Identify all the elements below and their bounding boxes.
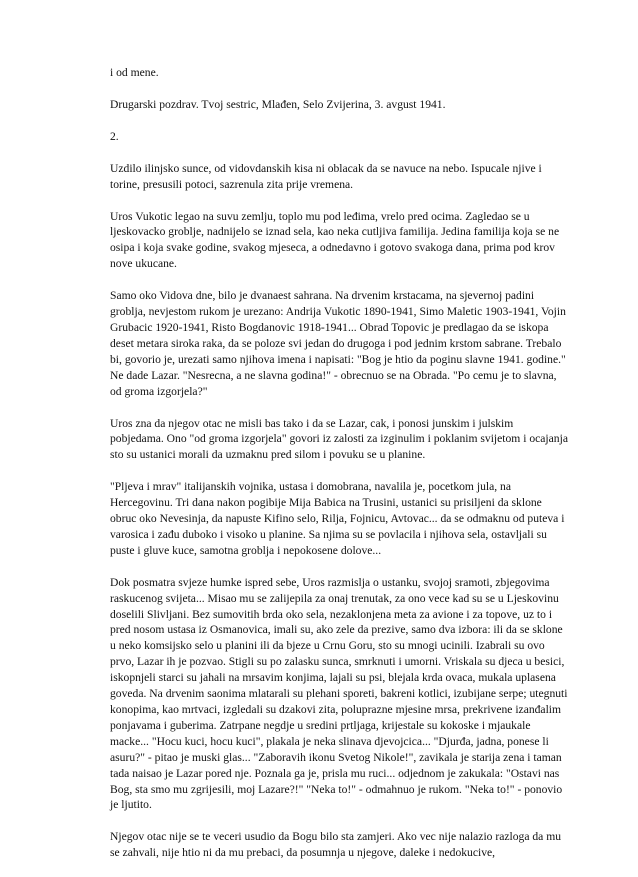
paragraph-9: Njegov otac nije se te veceri usudio da Bogu bilo sta zamjeri. Ako vec nije nalazio razloga da mu se zahvali, nije htio ni da mu prebaci, da posumnja u njegove, daleke i nedokucive, — [110, 830, 562, 860]
paragraph-6: Uros zna da njegov otac ne misli bas tako i da se Lazar, cak, i ponosi junskim i julskim pobjedama. Ono "od groma izgorjela" govori iz zalosti za izginulim i poklanim svijetom i ocajanja sto su ustanici morali da uzmaknu pred silom i povuku se u planine. — [110, 416, 568, 462]
paragraph-5: Samo oko Vidova dne, bilo je dvanaest sahrana. Na drvenim krstacama, na sjevernoj padini groblja, nevjestom rukom je urezano: Andrija Vukotic 1890-1941, Simo Maletic 1903-1941, Vojin Grubacic 1920-1941, Risto Bogdanovic 1918-1941... Obrad Topovic je predlagao da se iskopa deset metara siroka raka, da se poloze svi jedan do drugoga i pod jednim krstom sabrane. Trebalo bi, govorio je, urezati samo njihova imena i napisati: "Bog je htio da poginu slavne 1941. godine." Ne dade Lazar. "Nesrecna, a ne slavna godina!" - obrecnuo se na Obrada. "Po cemu je to slavna, od groma izgorjela?" — [110, 289, 566, 398]
paragraph-2: Drugarski pozdrav. Tvoj sestric, Mlađen, Selo Zvijerina, 3. avgust 1941. — [110, 97, 446, 111]
section-number: 2. — [110, 129, 119, 143]
paragraph-8: Dok posmatra svjeze humke ispred sebe, Uros razmislja o ustanku, svojoj sramoti, zbjegovima raskucenog svijeta... Misao mu se zalijepila za onaj trenutak, za ono vece kad su se u Ljeskovinu doselili Slivljani. Bez sumovitih brda oko sela, nezaklonjena meta za avione i za topove, uz to i pred nosom ustasa iz Osmanovica, imali su, ako zele da prezive, samo dva izbora: ili da se sklone u neko komsijsko selo u planini ili da bjeze u Crnu Goru, sto su mnogi ucinili. Izabrali su ovo prvo, Lazar ih je pozvao. Stigli su po zalasku sunca, smrknuti i umorni. Vriskala su djeca u besici, iskopnjeli starci su jahali na mrsavim konjima, lajali su psi, blejala krda ovaca, mukala uplasena goveda. Na drvenim saonima mlatarali su plehani sporeti, bakreni kotlici, izubijane serpe; utegnuti konopima, kao mrtvaci, izgledali su dzakovi zita, poluprazne mjesine mrsa, prekrivene izanđalim ponjavama i guberima. Zatrpane negdje u sredini prtljaga, krijestale su kokoske i mjaukale macke... "Hocu kuci, hocu kuci", plakala je neka slinava djevojcica... "Djurđa, jadna, ponese li asuru?" - pitao je muski glas... "Zaboravih ikonu Svetog Nikole!", zavikala je starija zena i taman tada naisao je Lazar pored nje. Poznala ga je, prisla mu ruci... odjednom je zakukala: "Ostavi nas Bog, sta smo mu zgrijesili, moj Lazare?!" "Neka to!" - odmahnuo je rukom. "Neka to!" - ponovio je ljutito. — [110, 575, 568, 812]
paragraph-7: "Pljeva i mrav" italijanskih vojnika, ustasa i domobrana, navalila je, pocetkom jula, na Hercegovinu. Tri dana nakon pogibije Mija Babica na Trusini, ustanici su prisiljeni da sklone obruc oko Nevesinja, da napuste Kifino selo, Rilja, Fojnicu, Avtovac... da se odmaknu od puteva i varosica i zađu duboko i visoko u planine. Sa njima su se povlacila i njihova sela, ostavljali su puste i gluve kuce, samotna groblja i nepokosene dolove... — [110, 480, 565, 557]
document-page — [110, 65, 568, 877]
paragraph-1: i od mene. — [110, 66, 159, 79]
paragraph-3: Uzdilo ilinjsko sunce, od vidovdanskih kisa ni oblacak da se navuce na nebo. Ispucale njive i torine, presusili potoci, sazrenula zita prije vremena. — [110, 161, 542, 191]
paragraph-4: Uros Vukotic legao na suvu zemlju, toplo mu pod leđima, vrelo pred ocima. Zagledao se u ljeskovacko groblje, nadnijelo se iznad sela, kao neka cutljiva familija. Jedina familija koja se ne osipa i koja svake godine, svakog mjeseca, a odnedavno i gotovo svakoga dana, prima pod krov nove ukucane. — [110, 209, 560, 271]
